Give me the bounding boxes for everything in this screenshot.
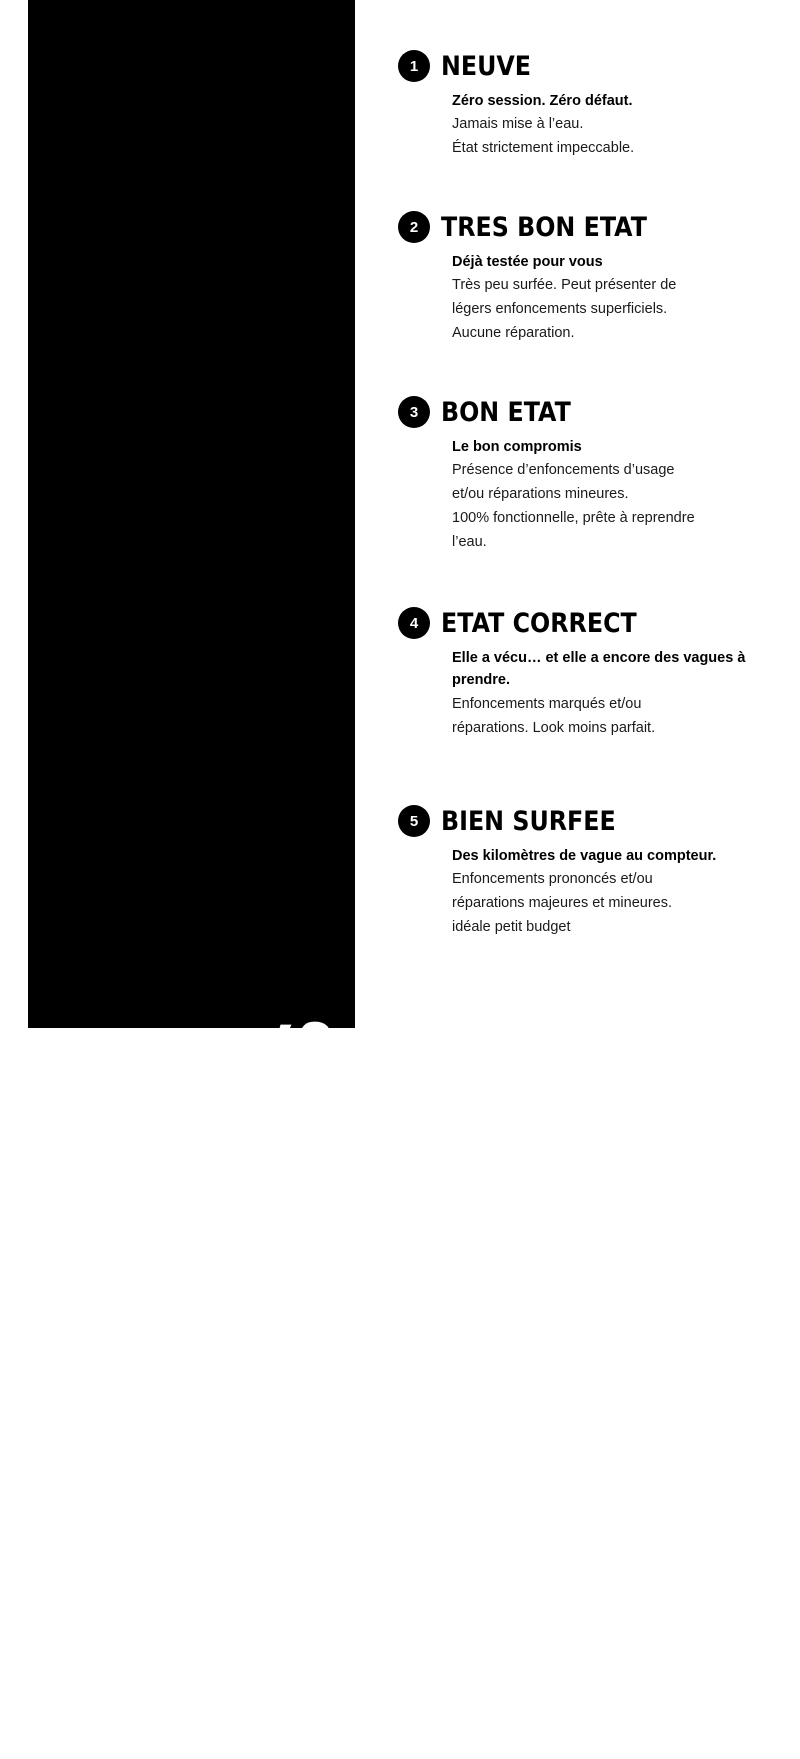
item-lead: Elle a vécu… et elle a encore des vagues à prendre. — [452, 650, 746, 689]
side-band — [28, 0, 355, 1759]
list-item — [398, 805, 758, 940]
item-body — [452, 251, 758, 346]
item-description-line: Jamais mise à l’eau. — [452, 116, 584, 133]
vertical-title: ETAT DES PLANCHES — [265, 1016, 347, 1759]
item-description-line: État strictement impeccable. — [452, 140, 635, 157]
item-description-line: l’eau. — [452, 534, 487, 551]
item-description — [452, 868, 752, 940]
item-description-line: Présence d’enfoncements d’usage — [452, 462, 675, 479]
item-lead: Zéro session. Zéro défaut. — [452, 93, 633, 109]
item-title: BIEN SURFEE — [441, 805, 616, 837]
item-description — [452, 274, 752, 346]
item-header — [398, 607, 758, 639]
item-number-badge: 2 — [398, 211, 430, 243]
item-lead: Le bon compromis — [452, 439, 582, 455]
item-description-line: réparations majeures et mineures. — [452, 895, 673, 912]
item-title: BON ETAT — [441, 396, 571, 428]
item-header — [398, 50, 758, 82]
item-header — [398, 805, 758, 837]
item-description-line: Très peu surfée. Peut présenter de — [452, 277, 677, 294]
item-body — [452, 647, 758, 741]
item-body — [452, 90, 758, 161]
item-description-line: Enfoncements marqués et/ou — [452, 695, 642, 712]
item-lead: Des kilomètres de vague au compteur. — [452, 848, 717, 864]
item-description-line: et/ou réparations mineures. — [452, 486, 629, 503]
item-number-badge: 3 — [398, 396, 430, 428]
list-item — [398, 607, 758, 741]
item-title: NEUVE — [441, 50, 532, 82]
item-number-badge: 5 — [398, 805, 430, 837]
item-description-line: légers enfoncements superficiels. — [452, 301, 668, 318]
item-title: ETAT CORRECT — [441, 607, 637, 639]
item-description-line: 100% fonctionnelle, prête à reprendre — [452, 510, 695, 527]
item-description — [452, 693, 752, 741]
item-lead: Déjà testée pour vous — [452, 254, 603, 270]
list-item — [398, 396, 758, 555]
item-body — [452, 845, 758, 940]
item-number-badge: 4 — [398, 607, 430, 639]
item-description-line: Enfoncements prononcés et/ou — [452, 871, 653, 888]
conditions-list — [398, 0, 768, 1028]
list-item — [398, 50, 758, 161]
item-description — [452, 459, 752, 555]
item-description — [452, 113, 752, 161]
item-description-line: Aucune réparation. — [452, 325, 575, 342]
item-number-badge: 1 — [398, 50, 430, 82]
item-description-line: idéale petit budget — [452, 919, 571, 936]
item-description-line: réparations. Look moins parfait. — [452, 719, 656, 736]
item-header — [398, 396, 758, 428]
list-item — [398, 211, 758, 346]
item-title: TRES BON ETAT — [441, 211, 647, 243]
item-header — [398, 211, 758, 243]
item-body — [452, 436, 758, 555]
